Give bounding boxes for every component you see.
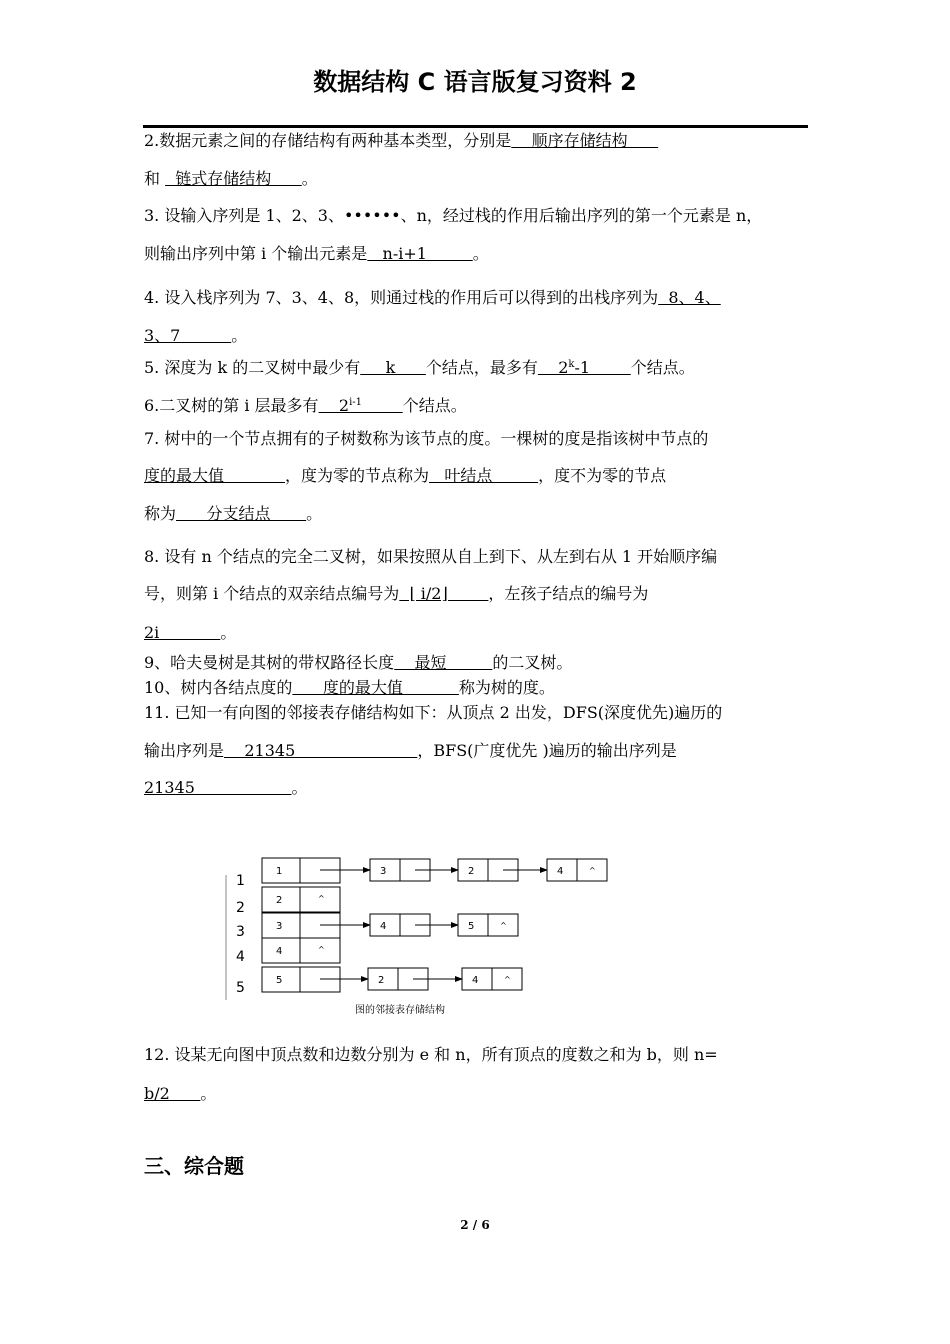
q12-end: 。 [200, 1084, 217, 1103]
q11-end: 。 [291, 778, 308, 797]
q3-line1: 3. 设输入序列是 1、2、3、••••••、n，经过栈的作用后输出序列的第一个元素是 n， [144, 206, 763, 225]
vertex-label: 5 [276, 975, 283, 986]
q7-pre3: 称为 [144, 504, 177, 523]
q7-mid1: ，度为零的节点称为 [285, 466, 430, 485]
q4-pre: 4. 设入栈序列为 7、3、4、8，则通过栈的作用后可以得到的出栈序列为 [144, 288, 659, 307]
q2-text: 2.数据元素之间的存储结构有两种基本类型，分别是 [144, 131, 512, 150]
q9-line [144, 653, 572, 673]
list-node-value: 5 [468, 921, 475, 932]
vertex-label: 1 [276, 866, 283, 877]
page-title: 数据结构 C 语言版复习资料 2 [313, 68, 637, 96]
q7-line1: 7. 树中的一个节点拥有的子树数称为该节点的度。一棵树的度是指该树中节点的 [144, 429, 709, 448]
diagram-row-label: 1 [236, 873, 245, 889]
vertex-label: 4 [276, 946, 283, 957]
q4-end: 。 [231, 326, 248, 345]
q7-answer-3: 分支结点 [176, 504, 307, 523]
q7-line2 [144, 466, 666, 486]
null-pointer: ^ [500, 921, 507, 930]
null-pointer: ^ [504, 975, 511, 984]
q7-answer-1: 度的最大值 [144, 466, 286, 485]
q5-answer-1: k [360, 358, 426, 377]
q10-line [144, 678, 555, 698]
q5-pre: 5. 深度为 k 的二叉树中最少有 [144, 358, 361, 377]
q5-end: 个结点。 [630, 358, 695, 377]
adjacency-list-diagram [220, 850, 640, 1020]
q6-line [144, 393, 467, 416]
q6-ans-base: 2 [318, 396, 350, 415]
q3-answer: n-i+1 [367, 244, 473, 263]
q4-line2 [144, 326, 247, 346]
q8-mid: ，左孩子结点的编号为 [488, 584, 649, 603]
q4-answer-a: 8、4、 [658, 288, 721, 307]
q10-end: 称为树的度。 [458, 678, 555, 697]
q11-answer-1: 21345 [224, 741, 418, 760]
q4-line1 [144, 288, 721, 308]
q8-pre: 号，则第 i 个结点的双亲结点编号为 [144, 584, 400, 603]
diagram-row-label: 5 [236, 980, 245, 996]
q6-ans-tail [362, 396, 403, 415]
q10-answer: 度的最大值 [292, 678, 459, 697]
diagram-row-label: 2 [236, 900, 245, 916]
null-pointer: ^ [318, 945, 325, 954]
q8-line1: 8. 设有 n 个结点的完全二叉树，如果按照从自上到下、从左到右从 1 开始顺序编 [144, 547, 718, 566]
q4-answer-b: 3、7 [144, 326, 232, 345]
q6-ans-sup: i-1 [349, 397, 363, 408]
q12-answer: b/2 [144, 1084, 201, 1103]
diagram-caption: 图的邻接表存储结构 [355, 1005, 445, 1016]
q9-pre: 9、哈夫曼树是其树的带权路径长度 [144, 653, 395, 672]
q11-pre: 输出序列是 [144, 741, 225, 760]
q12-line2 [144, 1084, 216, 1104]
q9-end: 的二叉树。 [492, 653, 573, 672]
q2-line1 [144, 131, 658, 151]
list-node-value: 4 [380, 921, 387, 932]
q5-line [144, 355, 695, 378]
q8-answer-2: 2i [144, 623, 221, 642]
q3-end: 。 [472, 244, 489, 263]
q2-line2 [144, 169, 318, 189]
q11-mid: ，BFS(广度优先 )遍历的输出序列是 [417, 741, 677, 760]
header-rule [143, 125, 808, 128]
q8-line2 [144, 584, 648, 604]
null-pointer: ^ [318, 894, 325, 903]
list-node-value: 3 [380, 866, 387, 877]
q10-pre: 10、树内各结点度的 [144, 678, 293, 697]
q12-line1: 12. 设某无向图中顶点数和边数分别为 e 和 n，所有顶点的度数之和为 b，则 n= [144, 1045, 718, 1064]
q9-answer: 最短 [394, 653, 493, 672]
q2-answer-2: 链式存储结构 [165, 169, 302, 188]
q5-ans2-tail: -1 [574, 358, 631, 377]
q3-pre: 则输出序列中第 i 个输出元素是 [144, 244, 368, 263]
vertex-label: 3 [276, 921, 283, 932]
q5-ans2-sup: k [568, 359, 575, 370]
q5-mid: 个结点，最多有 [425, 358, 538, 377]
q8-answer-1: ⌊ i/2⌋ [399, 584, 489, 603]
q6-answer [319, 396, 403, 415]
q7-end: 。 [306, 504, 323, 523]
vertex-label: 2 [276, 895, 283, 906]
q7-line3 [144, 504, 322, 524]
q2-mid: 和 [144, 169, 166, 188]
list-node-value: 4 [472, 975, 479, 986]
q5-ans2-base: 2 [537, 358, 569, 377]
null-pointer: ^ [589, 866, 596, 875]
q7-mid2: ，度不为零的节点 [538, 466, 667, 485]
list-node-value: 4 [557, 866, 564, 877]
q8-line3 [144, 623, 236, 643]
q7-answer-2: 叶结点 [429, 466, 539, 485]
diagram-row-label: 4 [236, 949, 245, 965]
q8-end: 。 [220, 623, 237, 642]
q6-end: 个结点。 [402, 396, 467, 415]
page-number: 2 / 6 [460, 1218, 490, 1232]
section-heading: 三、综合题 [144, 1154, 244, 1178]
list-node-value: 2 [468, 866, 475, 877]
q11-line3 [144, 778, 308, 798]
q2-end: 。 [301, 169, 318, 188]
list-node-value: 2 [378, 975, 385, 986]
q2-answer-1: 顺序存储结构 [511, 131, 659, 150]
q3-line2 [144, 244, 489, 264]
q11-line1: 11. 已知一有向图的邻接表存储结构如下：从顶点 2 出发，DFS(深度优先)遍历的 [144, 703, 723, 722]
q11-answer-2: 21345 [144, 778, 292, 797]
q6-pre: 6.二叉树的第 i 层最多有 [144, 396, 319, 415]
q11-line2 [144, 741, 677, 761]
q5-answer-2 [538, 358, 631, 377]
diagram-row-label: 3 [236, 924, 245, 940]
